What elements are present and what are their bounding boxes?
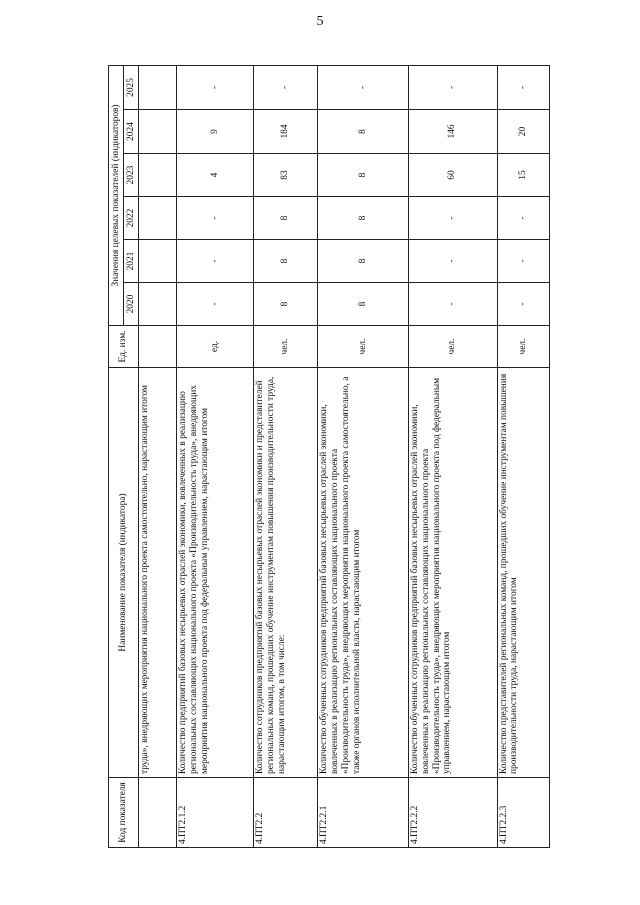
row-code: 4.ПТ2.2.1: [318, 778, 409, 848]
value-cell: 8: [318, 240, 409, 283]
page-number: 5: [316, 14, 324, 29]
value-cell: 60: [409, 154, 498, 197]
value-cell: -: [177, 197, 254, 240]
value-cell: 8: [318, 283, 409, 326]
value-cell: [139, 240, 177, 283]
value-cell: -: [318, 65, 409, 109]
value-cell: 20: [497, 110, 549, 154]
value-cell: [139, 110, 177, 154]
value-cell: 184: [253, 110, 317, 154]
value-cell: -: [409, 283, 498, 326]
row-unit: ед.: [177, 326, 254, 368]
header-name: Наименование показателя (индикатора): [109, 368, 139, 778]
value-cell: [139, 65, 177, 109]
row-code: 4.ПТ2.2.3: [497, 778, 549, 848]
header-year: 2023: [124, 154, 139, 197]
row-name: Количество сотрудников предприятий базовых несырьевых отраслей экономики и представителей региональных команд, прошедших обучение инструментам повышения производительности труда, нарастающим итогом, в том числе:: [253, 368, 317, 778]
header-unit: Ед. изм.: [109, 326, 139, 368]
value-cell: 9: [177, 110, 254, 154]
value-cell: -: [409, 65, 498, 109]
value-cell: [139, 197, 177, 240]
value-cell: [139, 154, 177, 197]
row-unit: чел.: [409, 326, 498, 368]
rotated-table-container: [108, 66, 550, 848]
value-cell: -: [177, 240, 254, 283]
value-cell: 146: [409, 110, 498, 154]
row-unit: [139, 326, 177, 368]
header-year: 2025: [124, 65, 139, 109]
row-name: труда», внедряющих мероприятия национального проекта самостоятельно, нарастающим итогом: [139, 368, 177, 778]
row-unit: чел.: [253, 326, 317, 368]
value-cell: 8: [318, 154, 409, 197]
value-cell: -: [409, 240, 498, 283]
header-values-group: Значения целевых показателей (индикаторов): [109, 65, 124, 325]
header-year: 2022: [124, 197, 139, 240]
table-row: [409, 65, 498, 847]
row-name: Количество предприятий базовых несырьевых отраслей экономики, вовлеченных в реализацию региональных составляющих национального проекта «Производительность труда», внедряющих мероприятия национального проекта под федеральным управлением, нарастающим итогом: [177, 368, 254, 778]
value-cell: -: [177, 283, 254, 326]
row-name: Количество обученных сотрудников предприятий базовых несырьевых отраслей экономики, вовлеченных в реализацию региональных составляющих национального проекта «Производительность труда», внедряющих мероприятия национального проекта под федеральным управлением, нарастающим итогом: [409, 368, 498, 778]
value-cell: 83: [253, 154, 317, 197]
table-row: [253, 65, 317, 847]
value-cell: -: [253, 65, 317, 109]
row-name: Количество обученных сотрудников предприятий базовых несырьевых отраслей экономики, вовлеченных в реализацию региональных составляющих национального проекта «Производительность труда», внедряющих мероприятия национального проекта самостоятельно, а также органов исполнительной власти, нарастающим итогом: [318, 368, 409, 778]
row-unit: чел.: [497, 326, 549, 368]
value-cell: [139, 283, 177, 326]
header-year: 2020: [124, 283, 139, 326]
table-row: [318, 65, 409, 847]
header-year: 2021: [124, 240, 139, 283]
value-cell: 8: [253, 283, 317, 326]
value-cell: -: [409, 197, 498, 240]
value-cell: 8: [253, 240, 317, 283]
value-cell: 4: [177, 154, 254, 197]
value-cell: -: [497, 283, 549, 326]
value-cell: -: [177, 65, 254, 109]
table-row: [497, 65, 549, 847]
table-row: [177, 65, 254, 847]
table-row: [139, 65, 177, 847]
value-cell: 8: [318, 110, 409, 154]
row-unit: чел.: [318, 326, 409, 368]
value-cell: -: [497, 65, 549, 109]
header-code: Код показателя: [109, 778, 139, 848]
value-cell: -: [497, 197, 549, 240]
value-cell: 8: [318, 197, 409, 240]
header-year: 2024: [124, 110, 139, 154]
row-name: Количество представителей региональных команд, прошедших обучение инструментам повышения производительности труда, нарастающим итогом: [497, 368, 549, 778]
value-cell: -: [497, 240, 549, 283]
row-code: [139, 778, 177, 848]
row-code: 4.ПТ2.1.2: [177, 778, 254, 848]
indicators-table: [108, 65, 550, 848]
value-cell: 15: [497, 154, 549, 197]
row-code: 4.ПТ2.2: [253, 778, 317, 848]
value-cell: 8: [253, 197, 317, 240]
row-code: 4.ПТ2.2.2: [409, 778, 498, 848]
